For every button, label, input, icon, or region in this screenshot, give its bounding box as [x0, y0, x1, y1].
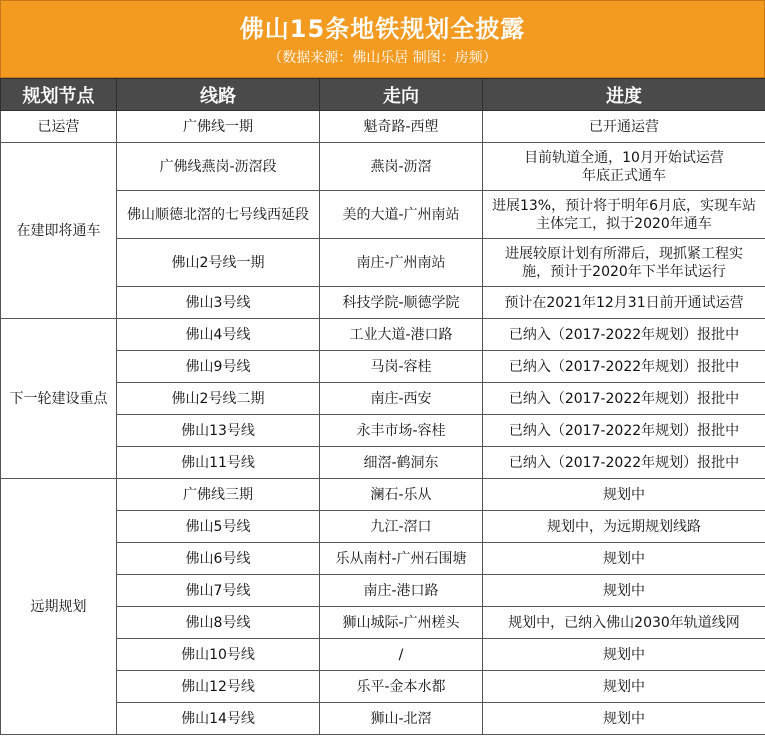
route-cell: 狮山城际-广州槎头 [320, 607, 483, 639]
table-row [1, 319, 765, 351]
stage-cell: 下一轮建设重点 [1, 319, 117, 479]
progress-cell: 规划中 [483, 479, 765, 511]
progress-cell: 预计在2021年12月31日前开通试运营 [483, 287, 765, 319]
progress-cell: 已纳入（2017-2022年规划）报批中 [483, 319, 765, 351]
line-cell: 佛山2号线一期 [117, 239, 320, 287]
progress-cell: 规划中 [483, 703, 765, 735]
progress-cell: 已纳入（2017-2022年规划）报批中 [483, 447, 765, 479]
title-banner [0, 0, 765, 78]
table-row [1, 143, 765, 191]
route-cell: 永丰市场-容桂 [320, 415, 483, 447]
route-cell: 马岗-容桂 [320, 351, 483, 383]
stage-cell: 远期规划 [1, 479, 117, 735]
route-cell: 魁奇路-西塱 [320, 111, 483, 143]
progress-cell: 已纳入（2017-2022年规划）报批中 [483, 383, 765, 415]
table-row [1, 479, 765, 511]
progress-cell: 规划中 [483, 543, 765, 575]
progress-cell [483, 143, 765, 191]
progress-line: 年底正式通车 [582, 167, 666, 184]
line-cell: 佛山5号线 [117, 511, 320, 543]
line-cell: 佛山2号线二期 [117, 383, 320, 415]
stage-cell: 在建即将通车 [1, 143, 117, 319]
line-cell: 佛山9号线 [117, 351, 320, 383]
progress-cell: 已开通运营 [483, 111, 765, 143]
line-cell: 广佛线一期 [117, 111, 320, 143]
header-row [1, 79, 765, 111]
progress-cell: 规划中 [483, 671, 765, 703]
line-cell: 佛山14号线 [117, 703, 320, 735]
route-cell: 乐平-金本水都 [320, 671, 483, 703]
progress-cell: 规划中 [483, 639, 765, 671]
metro-plan-table [0, 78, 765, 735]
progress-cell: 已纳入（2017-2022年规划）报批中 [483, 351, 765, 383]
line-cell: 佛山10号线 [117, 639, 320, 671]
line-cell: 佛山12号线 [117, 671, 320, 703]
line-cell: 佛山13号线 [117, 415, 320, 447]
route-cell: 九江-滘口 [320, 511, 483, 543]
route-cell: 乐从南村-广州石围塘 [320, 543, 483, 575]
progress-cell: 规划中，为远期规划线路 [483, 511, 765, 543]
route-cell: 南庄-港口路 [320, 575, 483, 607]
route-cell: / [320, 639, 483, 671]
column-header-route: 走向 [320, 79, 483, 111]
route-cell: 狮山-北滘 [320, 703, 483, 735]
table-body [1, 111, 765, 735]
route-cell: 澜石-乐从 [320, 479, 483, 511]
route-cell: 细滘-鹤洞东 [320, 447, 483, 479]
table-row [1, 111, 765, 143]
progress-line: 目前轨道全通，10月开始试运营 [524, 149, 724, 166]
column-header-stage: 规划节点 [1, 79, 117, 111]
line-cell: 佛山8号线 [117, 607, 320, 639]
progress-cell: 规划中，已纳入佛山2030年轨道线网 [483, 607, 765, 639]
progress-line: 进展13%，预计将于明年6月底，实现车站 [491, 197, 757, 214]
column-header-progress: 进度 [483, 79, 765, 111]
progress-line: 施，预计于2020年下半年试运行 [522, 263, 726, 280]
line-cell: 佛山7号线 [117, 575, 320, 607]
progress-cell [483, 239, 765, 287]
route-cell: 科技学院-顺德学院 [320, 287, 483, 319]
route-cell: 南庄-西安 [320, 383, 483, 415]
line-cell: 佛山3号线 [117, 287, 320, 319]
stage-cell: 已运营 [1, 111, 117, 143]
progress-cell: 规划中 [483, 575, 765, 607]
route-cell: 工业大道-港口路 [320, 319, 483, 351]
route-cell: 南庄-广州南站 [320, 239, 483, 287]
column-header-line: 线路 [117, 79, 320, 111]
line-cell: 佛山11号线 [117, 447, 320, 479]
route-cell: 燕岗-沥滘 [320, 143, 483, 191]
line-cell: 佛山4号线 [117, 319, 320, 351]
route-cell: 美的大道-广州南站 [320, 191, 483, 239]
line-cell: 佛山顺德北滘的七号线西延段 [117, 191, 320, 239]
progress-cell: 已纳入（2017-2022年规划）报批中 [483, 415, 765, 447]
line-cell: 广佛线燕岗-沥滘段 [117, 143, 320, 191]
line-cell: 佛山6号线 [117, 543, 320, 575]
progress-line: 进展较原计划有所滞后，现抓紧工程实 [505, 245, 743, 262]
page-subtitle: （数据来源：佛山乐居 制图：房频） [268, 50, 497, 66]
page-title: 佛山15条地铁规划全披露 [239, 15, 526, 43]
line-cell: 广佛线三期 [117, 479, 320, 511]
progress-line: 主体完工，拟于2020年通车 [536, 215, 712, 232]
progress-cell [483, 191, 765, 239]
